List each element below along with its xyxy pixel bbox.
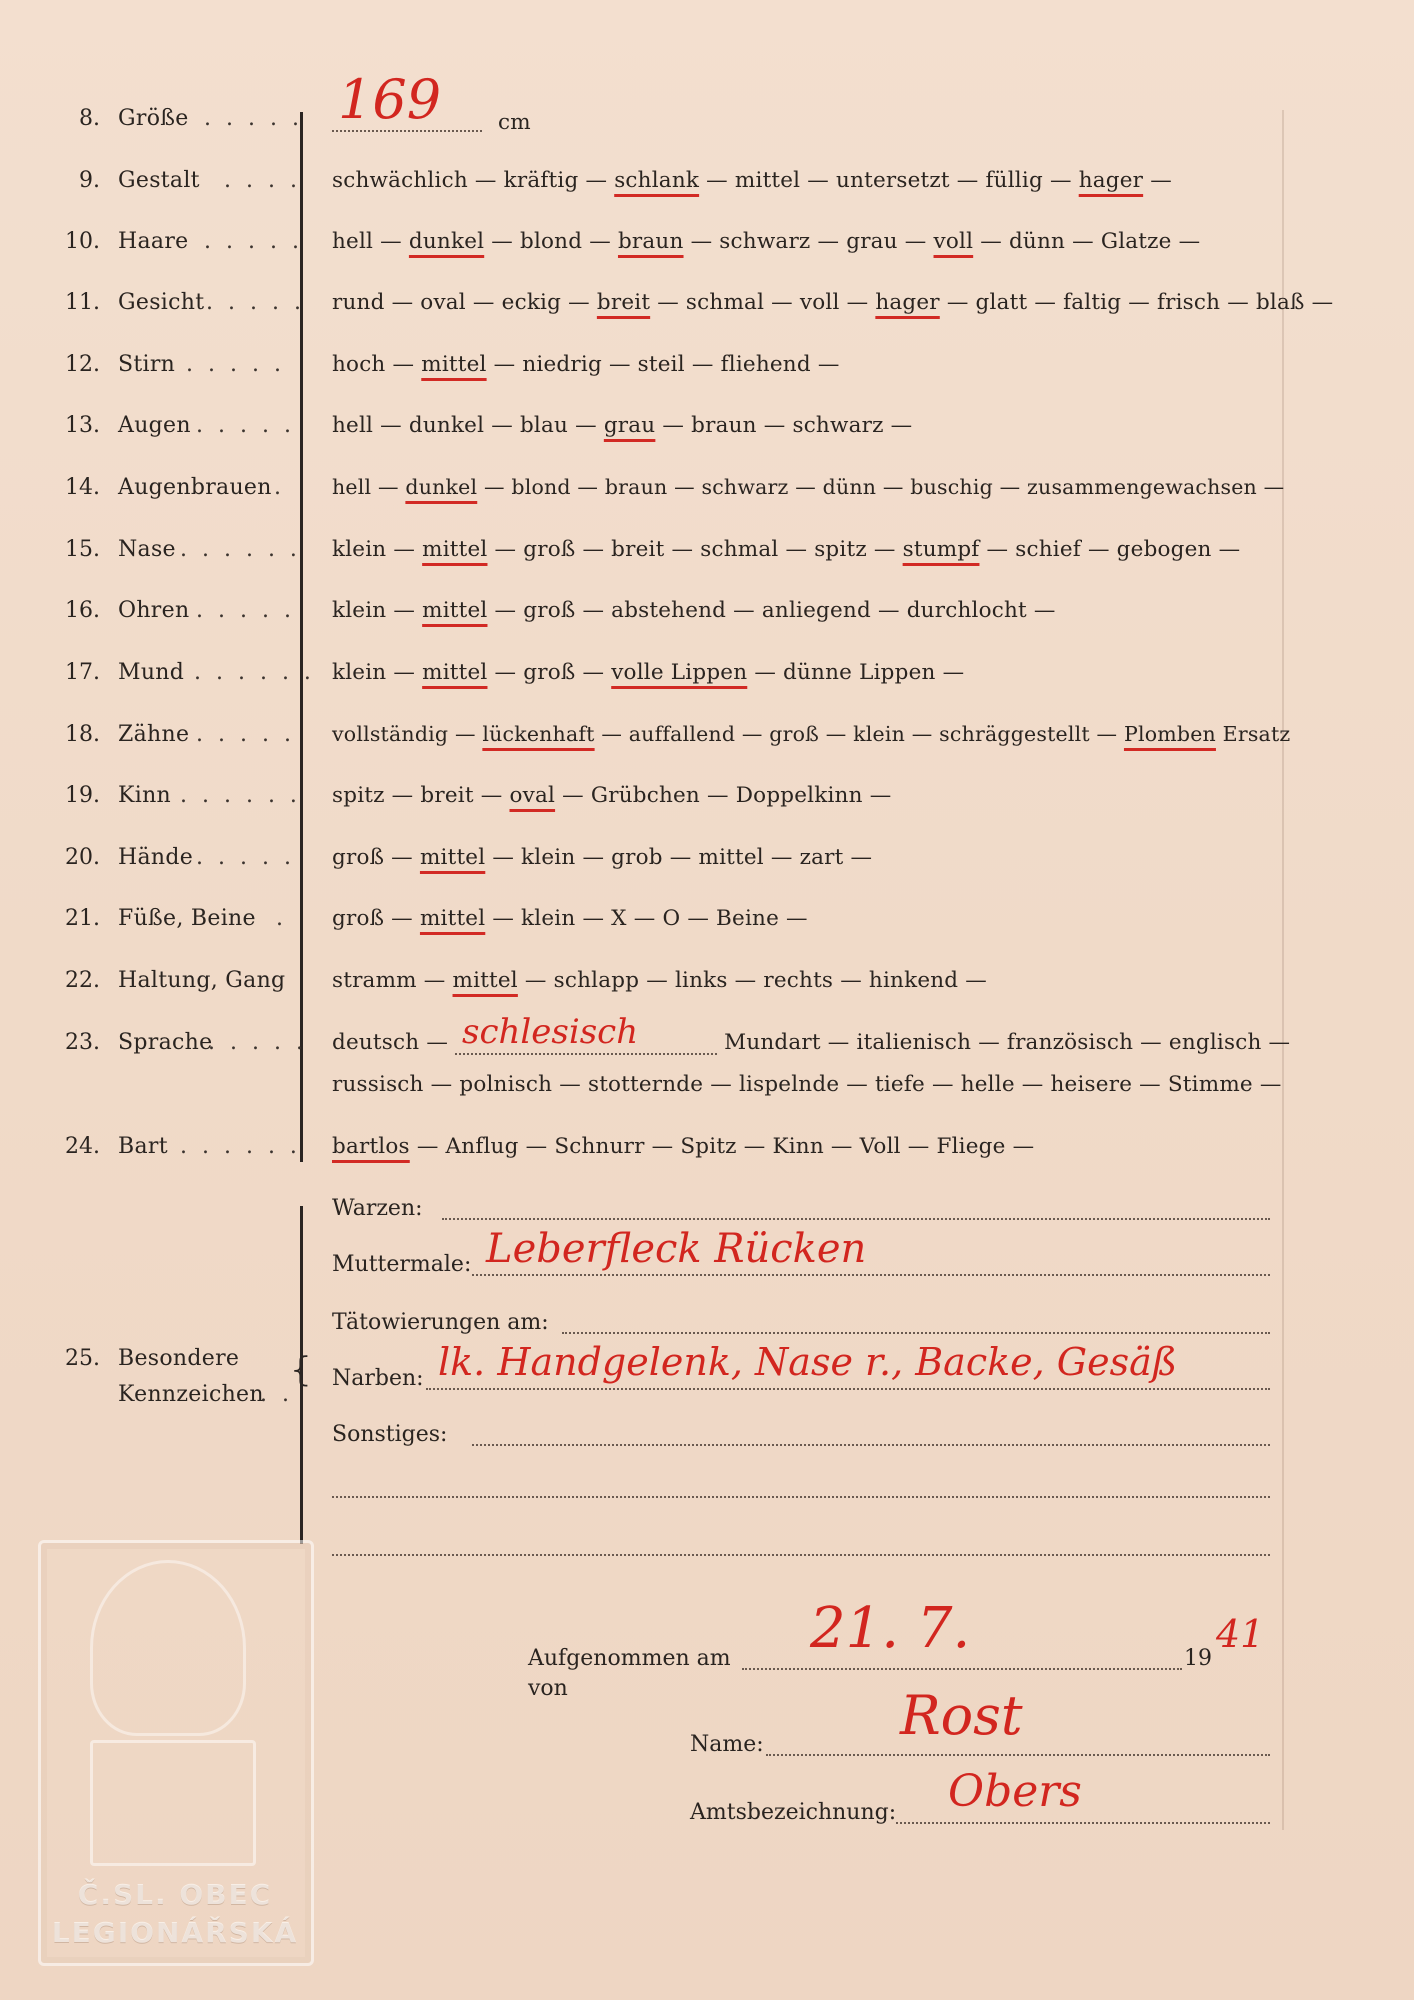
- row-haltung-gang: [0, 968, 1414, 1008]
- row-options: [332, 475, 1284, 499]
- row-label: Sprache: [118, 1030, 213, 1055]
- height-unit: cm: [498, 110, 531, 135]
- row-number: 12.: [65, 352, 100, 377]
- option-marked: stumpf: [902, 537, 980, 562]
- row-label: Nase: [118, 537, 176, 562]
- warzen-label: Warzen:: [332, 1196, 423, 1221]
- row-options: [332, 783, 891, 808]
- option: rund — oval — eckig —: [332, 290, 590, 315]
- row-number: 19.: [65, 783, 100, 808]
- amt-label: Amtsbezeichnung:: [690, 1800, 897, 1825]
- sonstiges-line-3: [332, 1554, 1270, 1556]
- option: hell —: [332, 475, 399, 499]
- option: — glatt — faltig — frisch — blaß —: [946, 290, 1334, 315]
- muttermale-value: Leberfleck Rücken: [486, 1226, 867, 1272]
- option: stramm —: [332, 968, 446, 993]
- option: — schief — gebogen —: [986, 537, 1241, 562]
- row-dots: . .: [260, 1382, 293, 1407]
- row-number: 10.: [65, 229, 100, 254]
- option: — groß — breit — schmal — spitz —: [494, 537, 896, 562]
- row-label-line2: Kennzeichen: [118, 1382, 264, 1407]
- option: — schlapp — links — rechts — hinkend —: [524, 968, 987, 993]
- row-dots: . . . .: [224, 168, 301, 193]
- sonstiges-line-2: [332, 1496, 1270, 1498]
- row-bart: [0, 1134, 1414, 1174]
- option: klein —: [332, 660, 416, 685]
- row-dots: . . . . .: [204, 106, 303, 131]
- row-dots: . . . . . .: [180, 1134, 301, 1159]
- option: groß —: [332, 906, 413, 931]
- option: groß —: [332, 845, 413, 870]
- option: Mundart — italienisch — französisch — englisch —: [724, 1030, 1291, 1055]
- row-dots: . . . . .: [204, 229, 303, 254]
- row-mund: [0, 660, 1414, 700]
- option: —: [1150, 168, 1172, 193]
- option-marked: lückenhaft: [482, 722, 595, 746]
- option: vollständig —: [332, 722, 476, 746]
- row-options: [332, 352, 840, 377]
- row-dots: . . . . .: [186, 352, 285, 377]
- row-options: [332, 168, 1172, 193]
- amt-value: Obers: [948, 1766, 1082, 1817]
- option: spitz — breit —: [332, 783, 503, 808]
- option: — klein — X — O — Beine —: [492, 906, 808, 931]
- row-options: [332, 1134, 1034, 1159]
- sonstiges-label: Sonstiges:: [332, 1422, 448, 1447]
- option: Ersatz: [1222, 722, 1291, 746]
- option-marked: braun: [617, 229, 684, 254]
- row-number: 23.: [65, 1030, 100, 1055]
- option-marked: mittel: [422, 598, 488, 623]
- taetowierungen-label: Tätowierungen am:: [332, 1310, 549, 1335]
- narben-value: lk. Handgelenk, Nase r., Backe, Gesäß: [438, 1340, 1178, 1384]
- row-number: 9.: [79, 168, 100, 193]
- option: mittel —: [734, 168, 829, 193]
- row-dots: . . . . .: [196, 598, 295, 623]
- option: — Grübchen — Doppelkinn —: [562, 783, 892, 808]
- date-value: 21. 7.: [810, 1596, 971, 1661]
- row-number: 25.: [65, 1346, 100, 1371]
- row-number: 15.: [65, 537, 100, 562]
- option: — Anflug — Schnurr — Spitz — Kinn — Voll — Fliege —: [416, 1134, 1035, 1159]
- amt-line: [896, 1822, 1270, 1824]
- option-marked: mittel: [422, 537, 488, 562]
- row-number: 24.: [65, 1134, 100, 1159]
- option: klein —: [332, 537, 416, 562]
- row-augenbrauen: [0, 475, 1414, 515]
- stamp-text-line1: Č.SL. OBEC: [77, 1878, 273, 1911]
- row-label: Kinn: [118, 783, 172, 808]
- name-line: [766, 1754, 1270, 1756]
- option-marked: voll: [933, 229, 974, 254]
- option: füllig —: [985, 168, 1072, 193]
- taetowierungen-line: [562, 1332, 1270, 1334]
- row-number: 8.: [79, 106, 100, 131]
- row-dots: . . . . .: [196, 845, 295, 870]
- option: hell — dunkel — blau —: [332, 413, 597, 438]
- row-options: [332, 845, 872, 870]
- option: — niedrig — steil — fliehend —: [493, 352, 840, 377]
- row-haende: [0, 845, 1414, 885]
- narben-label: Narben:: [332, 1366, 424, 1391]
- option-marked: schlank: [614, 168, 700, 193]
- option-marked: Plomben: [1123, 722, 1216, 746]
- row-number: 11.: [65, 290, 100, 315]
- option-marked: bartlos: [332, 1134, 410, 1159]
- row-number: 17.: [65, 660, 100, 685]
- row-options: [332, 537, 1240, 562]
- option-marked: dunkel: [408, 229, 485, 254]
- row-fuesse-beine: [0, 906, 1414, 946]
- option-marked: breit: [596, 290, 651, 315]
- row-dots: . . . . . .: [180, 537, 301, 562]
- sonstiges-line: [472, 1444, 1270, 1446]
- row-label: Haltung, Gang: [118, 968, 286, 993]
- option: — klein — grob — mittel — zart —: [492, 845, 873, 870]
- option: kräftig —: [503, 168, 608, 193]
- option: deutsch —: [332, 1030, 449, 1055]
- row-dots: . . . . .: [196, 413, 295, 438]
- option: schwächlich —: [332, 168, 497, 193]
- row-dots: . . . . . .: [194, 660, 315, 685]
- option-marked: dunkel: [405, 475, 478, 499]
- muttermale-label: Muttermale:: [332, 1252, 472, 1277]
- option: hoch —: [332, 352, 415, 377]
- option: — dünn — Glatze —: [980, 229, 1201, 254]
- row-number: 18.: [65, 722, 100, 747]
- warzen-line: [442, 1218, 1270, 1220]
- row-haare: [0, 229, 1414, 269]
- option: — blond —: [491, 229, 611, 254]
- sprache-handwritten: schlesisch: [462, 1012, 639, 1052]
- von-label: von: [528, 1676, 568, 1701]
- height-value: 169: [338, 68, 442, 131]
- option-marked: grau: [603, 413, 656, 438]
- row-gestalt: [0, 168, 1414, 208]
- row-zaehne: [0, 722, 1414, 762]
- aufgenommen-line: [742, 1668, 1182, 1670]
- option: — groß —: [494, 660, 605, 685]
- coat-of-arms-icon: [90, 1740, 256, 1866]
- option: — blond — braun — schwarz — dünn — buschig — zusammengewachsen —: [483, 475, 1285, 499]
- option: hell —: [332, 229, 402, 254]
- row-options: [332, 413, 912, 438]
- option: klein —: [332, 598, 416, 623]
- option-marked: oval: [509, 783, 556, 808]
- row-gesicht: [0, 290, 1414, 330]
- option-marked: mittel: [419, 845, 486, 870]
- row-number: 16.: [65, 598, 100, 623]
- aufgenommen-label: Aufgenommen am: [528, 1646, 731, 1671]
- option: — schmal — voll —: [657, 290, 869, 315]
- year-prefix: 19: [1184, 1646, 1212, 1671]
- row-kinn: [0, 783, 1414, 823]
- row-groesse: [0, 68, 1414, 146]
- option-marked: hager: [875, 290, 940, 315]
- stamp-text-line2: LEGIONÁŘSKÁ: [51, 1916, 299, 1949]
- row-dots: .: [276, 906, 287, 931]
- option: — dünne Lippen —: [754, 660, 965, 685]
- row-label: Gestalt: [118, 168, 200, 193]
- narben-line: [426, 1388, 1270, 1390]
- year-value: 41: [1216, 1612, 1265, 1656]
- row-number: 21.: [65, 906, 100, 931]
- muttermale-line: [472, 1274, 1270, 1276]
- row-options: [332, 290, 1333, 315]
- row-label: Gesicht: [118, 290, 205, 315]
- option: — schwarz — grau —: [690, 229, 927, 254]
- row-label: Hände: [118, 845, 194, 870]
- row-label: Augen: [118, 413, 191, 438]
- row-dots: .: [274, 475, 285, 500]
- option: — braun — schwarz —: [662, 413, 913, 438]
- row-dots: . . . . .: [196, 722, 295, 747]
- row-label: Stirn: [118, 352, 176, 377]
- row-label: Bart: [118, 1134, 168, 1159]
- row-label: Füße, Beine: [118, 906, 256, 931]
- option: — auffallend — groß — klein — schräggestellt —: [601, 722, 1118, 746]
- row-ohren: [0, 598, 1414, 638]
- row-label: Zähne: [118, 722, 190, 747]
- option-marked: hager: [1078, 168, 1144, 193]
- row-dots: . . . . . .: [180, 783, 301, 808]
- row-options: [332, 722, 1290, 746]
- option: untersetzt —: [836, 168, 979, 193]
- row-sprache: [0, 1012, 1414, 1100]
- row-options-line2: russisch — polnisch — stotternde — lispelnde — tiefe — helle — heisere — Stimme —: [332, 1072, 1282, 1097]
- brace-icon: {: [290, 1350, 312, 1390]
- row-augen: [0, 413, 1414, 453]
- row-options: [332, 906, 808, 931]
- row-label: Haare: [118, 229, 189, 254]
- legionnaire-figure-icon: [90, 1560, 246, 1736]
- option-marked: mittel: [419, 906, 486, 931]
- name-value: Rost: [900, 1684, 1023, 1747]
- row-label: Mund: [118, 660, 185, 685]
- row-stirn: [0, 352, 1414, 392]
- option: —: [706, 168, 728, 193]
- row-nase: [0, 537, 1414, 577]
- row-dots: . . . . .: [208, 1030, 307, 1055]
- row-number: 14.: [65, 475, 100, 500]
- row-options: [332, 229, 1200, 254]
- row-options: [332, 598, 1056, 623]
- row-label: Besondere: [118, 1346, 240, 1371]
- option-marked: volle Lippen: [611, 660, 748, 685]
- option-marked: mittel: [452, 968, 518, 993]
- row-label: Größe: [118, 106, 189, 131]
- row-label: Augenbrauen: [118, 475, 272, 500]
- row-number: 20.: [65, 845, 100, 870]
- option-marked: mittel: [422, 660, 488, 685]
- name-label: Name:: [690, 1732, 764, 1757]
- row-number: 22.: [65, 968, 100, 993]
- row-dots: . . . . .: [206, 290, 305, 315]
- row-options: [332, 968, 987, 993]
- row-label: Ohren: [118, 598, 190, 623]
- row-options: [332, 660, 964, 685]
- option-marked: mittel: [421, 352, 487, 377]
- row-number: 13.: [65, 413, 100, 438]
- option: — groß — abstehend — anliegend — durchlocht —: [494, 598, 1056, 623]
